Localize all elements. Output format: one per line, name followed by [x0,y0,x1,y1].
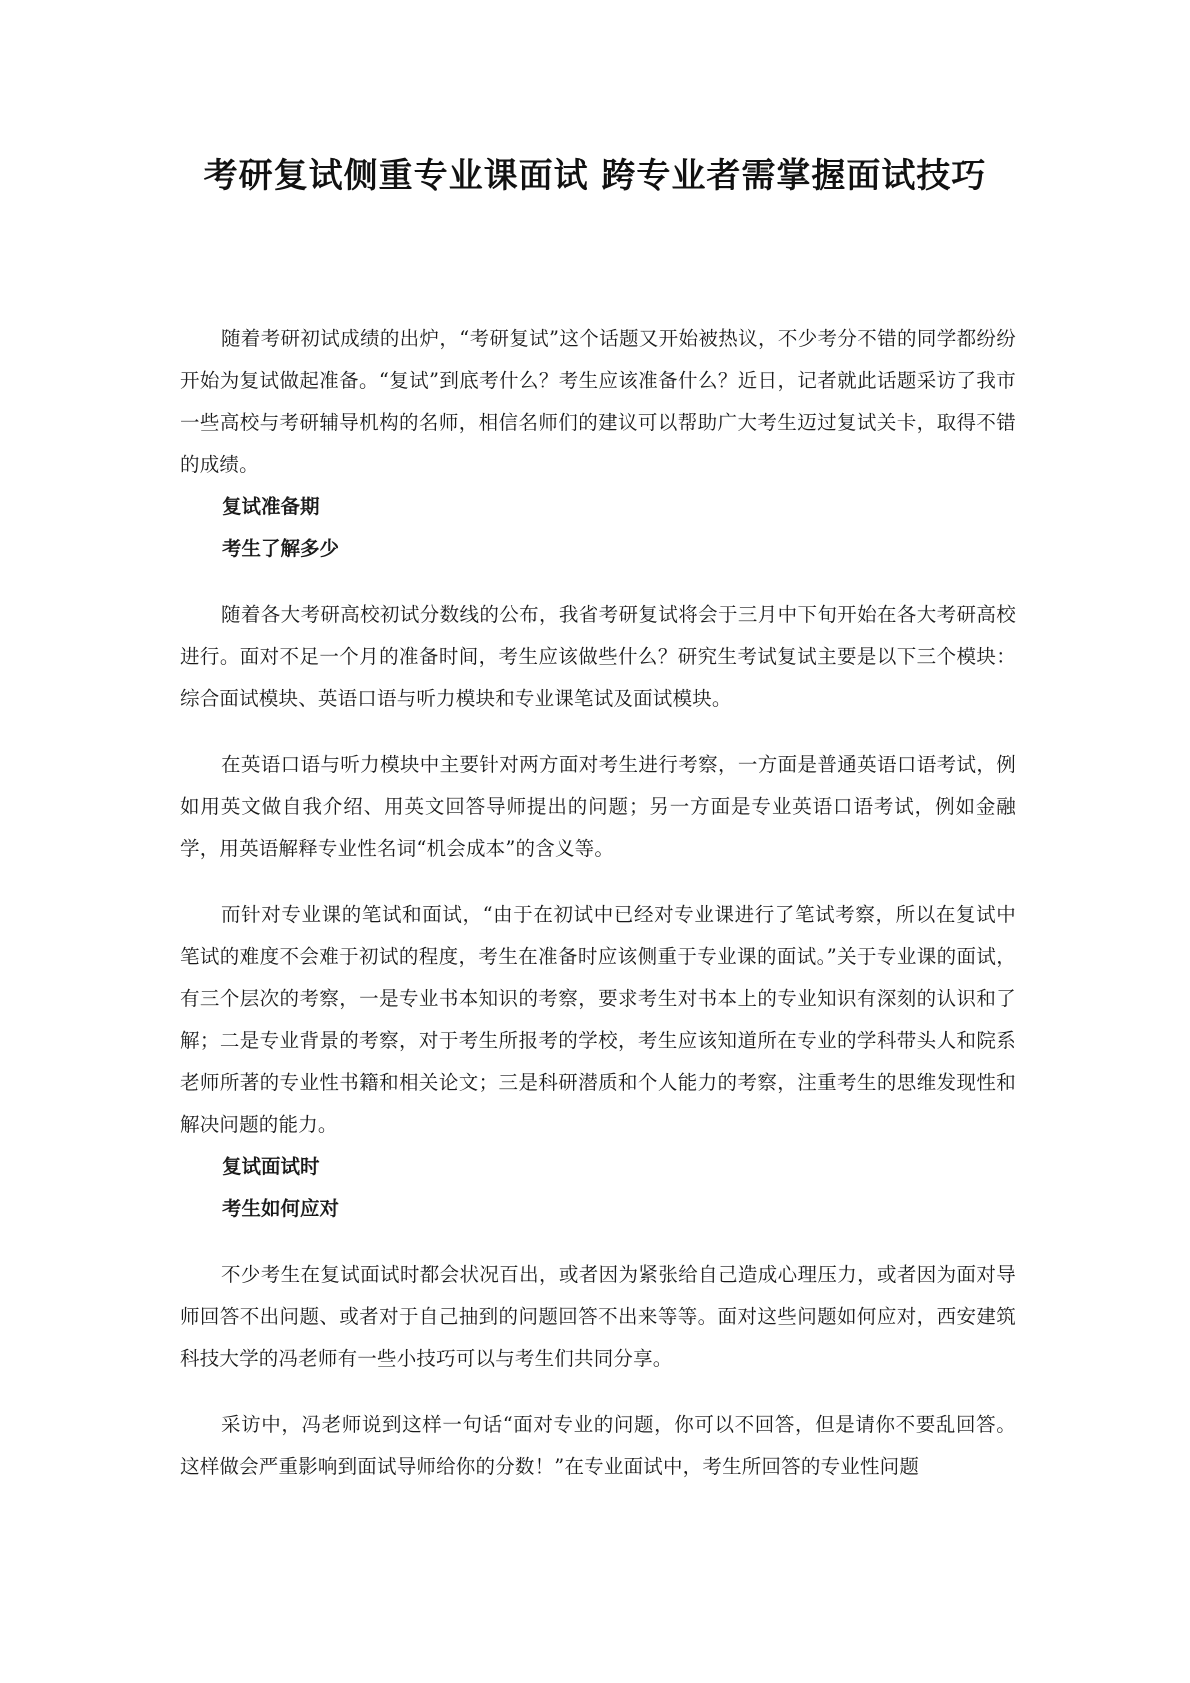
spacer [180,870,1016,894]
paragraph-intro: 随着考研初试成绩的出炉，“考研复试”这个话题又开始被热议，不少考分不错的同学都纷纷开始为复试做起准备。“复试”到底考什么？考生应该准备什么？近日，记者就此话题采访了我市一些高校与考研辅导机构的名师，相信名师们的建议可以帮助广大考生迈过复试关卡，取得不错的成绩。 [180,327,1016,476]
paragraph-interview-quote: 采访中，冯老师说到这样一句话“面对专业的问题，你可以不回答，但是请你不要乱回答。这样做会严重影响到面试导师给你的分数！”在专业面试中，考生所回答的专业性问题 [180,1413,1016,1478]
paragraph-english-oral: 在英语口语与听力模块中主要针对两方面对考生进行考察，一方面是普通英语口语考试，例如用英文做自我介绍、用英文回答导师提出的问题；另一方面是专业英语口语考试，例如金融学，用英语解释专业性名词“机会成本”的含义等。 [180,753,1016,860]
document-body [180,318,1016,1488]
paragraph-situations: 不少考生在复试面试时都会状况百出，或者因为紧张给自己造成心理压力，或者因为面对导师回答不出问题、或者对于自己抽到的问题回答不出来等等。面对这些问题如何应对，西安建筑科技大学的冯老师有一些小技巧可以与考生们共同分享。 [180,1263,1016,1370]
section-heading-interview: 复试面试时 [222,1155,320,1178]
section-subheading-preparation: 考生了解多少 [222,537,340,560]
section-subheading-interview: 考生如何应对 [222,1197,340,1220]
section-heading-preparation: 复试准备期 [222,495,320,518]
spacer [180,1230,1016,1254]
document-title: 考研复试侧重专业课面试 跨专业者需掌握面试技巧 [203,156,987,196]
spacer [180,1380,1016,1404]
spacer [180,570,1016,594]
paragraph-modules: 随着各大考研高校初试分数线的公布，我省考研复试将会于三月中下旬开始在各大考研高校进行。面对不足一个月的准备时间，考生应该做些什么？研究生考试复试主要是以下三个模块：综合面试模块、英语口语与听力模块和专业课笔试及面试模块。 [180,603,1016,710]
spacer [180,720,1016,744]
paragraph-specialty: 而针对专业课的笔试和面试，“由于在初试中已经对专业课进行了笔试考察，所以在复试中笔试的难度不会难于初试的程度，考生在准备时应该侧重于专业课的面试。”关于专业课的面试，有三个层次的考察，一是专业书本知识的考察，要求考生对书本上的专业知识有深刻的认识和了解；二是专业背景的考察，对于考生所报考的学校，考生应该知道所在专业的学科带头人和院系老师所著的专业性书籍和相关论文；三是科研潜质和个人能力的考察，注重考生的思维发现性和解决问题的能力。 [180,903,1016,1136]
